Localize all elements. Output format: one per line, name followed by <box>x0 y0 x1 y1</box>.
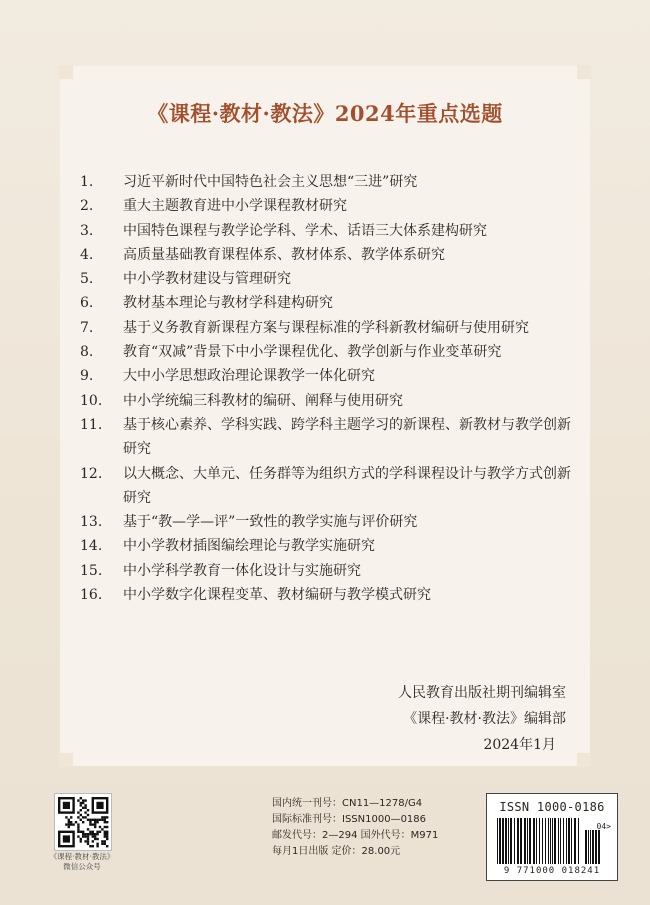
topic-number: 7. <box>80 319 94 336</box>
pub-postal-code: 邮发代号：2—294 国外代号：M971 <box>272 830 439 841</box>
topic-text: 以大概念、大单元、任务群等为组织方式的学科课程设计与教学方式创新研究 <box>123 465 571 506</box>
topic-text: 中小学数字化课程变革、教材编研与教学模式研究 <box>123 587 431 604</box>
pub-frequency-price: 每月1日出版 定价：28.00元 <box>272 846 401 857</box>
barcode-issn-label: ISSN 1000-0186 <box>499 800 605 814</box>
topic-item <box>80 364 580 388</box>
topic-item <box>80 316 580 340</box>
topic-text: 基于核心素养、学科实践、跨学科主题学习的新课程、新教材与教学创新研究 <box>123 416 571 458</box>
pub-cn-number: 国内统一刊号：CN11—1278/G4 <box>272 798 423 809</box>
topic-number: 6. <box>80 295 94 312</box>
topic-item <box>80 413 580 462</box>
topic-item <box>80 291 580 315</box>
topic-item <box>80 340 580 364</box>
issn-barcode <box>486 793 618 881</box>
qr-caption-line2: 微信公众号 <box>63 862 101 871</box>
topic-number: 11. <box>80 416 103 433</box>
topic-item <box>80 194 580 218</box>
topic-text: 习近平新时代中国特色社会主义思想“三进”研究 <box>123 174 418 190</box>
topic-number: 16. <box>80 587 103 604</box>
topic-number: 3. <box>80 222 94 239</box>
topic-number: 8. <box>80 344 94 361</box>
topic-item <box>80 583 580 607</box>
page-title: 《课程·教材·教法》2024年重点选题 <box>147 101 503 126</box>
topic-number: 15. <box>80 562 103 579</box>
topic-item <box>80 243 580 267</box>
topic-item <box>80 534 580 558</box>
topic-text: 教育“双减”背景下中小学课程优化、教学创新与作业变革研究 <box>123 344 502 361</box>
pub-issn-number: 国际标准刊号：ISSN1000—0186 <box>272 814 427 825</box>
topic-number: 12. <box>80 465 103 482</box>
topic-item <box>80 267 580 291</box>
topic-number: 9. <box>80 368 94 385</box>
qr-caption-line1: 《课程·教材·教法》 <box>49 852 115 861</box>
topic-number: 2. <box>80 198 94 215</box>
topic-number: 1. <box>80 174 94 190</box>
signature-date: 2024年1月 <box>483 737 556 753</box>
topic-item <box>80 389 580 413</box>
topic-text: 基于“教—学—评”一致性的教学实施与评价研究 <box>123 514 418 531</box>
topic-text: 中小学教材建设与管理研究 <box>123 271 291 288</box>
topic-text: 高质量基础教育课程体系、教材体系、教学体系研究 <box>123 246 445 263</box>
topic-text: 中小学统编三科教材的编研、阐释与使用研究 <box>123 392 403 409</box>
signature-dept: 《课程·教材·教法》编辑部 <box>403 711 566 727</box>
topic-item <box>80 559 580 583</box>
topic-list <box>80 170 580 607</box>
topic-item <box>80 170 580 194</box>
topic-text: 教材基本理论与教材学科建构研究 <box>123 295 333 312</box>
topic-number: 5. <box>80 271 94 288</box>
topic-text: 中国特色课程与教学论学科、学术、话语三大体系建构研究 <box>123 222 487 239</box>
qr-code-icon[interactable] <box>54 793 112 851</box>
barcode-digits: 9 771000 018241 <box>503 866 601 876</box>
barcode-bars <box>495 818 603 864</box>
barcode-addon: 04> <box>596 822 611 831</box>
signature-org: 人民教育出版社期刊编辑室 <box>398 685 566 701</box>
topic-text: 中小学科学教育一体化设计与实施研究 <box>123 562 361 579</box>
topic-text: 基于义务教育新课程方案与课程标准的学科新教材编研与使用研究 <box>123 319 529 336</box>
topic-text: 大中小学思想政治理论课教学一体化研究 <box>123 368 375 385</box>
topic-item <box>80 510 580 534</box>
topic-text: 重大主题教育进中小学课程教材研究 <box>123 198 347 215</box>
topic-item <box>80 462 580 511</box>
signature-block <box>398 680 566 758</box>
topic-number: 13. <box>80 514 103 531</box>
topic-text: 中小学教材插图编绘理论与教学实施研究 <box>123 538 375 555</box>
topic-number: 14. <box>80 538 103 555</box>
topic-number: 4. <box>80 246 94 263</box>
topic-item <box>80 219 580 243</box>
topic-number: 10. <box>80 392 103 409</box>
qr-caption <box>34 852 130 872</box>
publication-info <box>272 796 438 860</box>
